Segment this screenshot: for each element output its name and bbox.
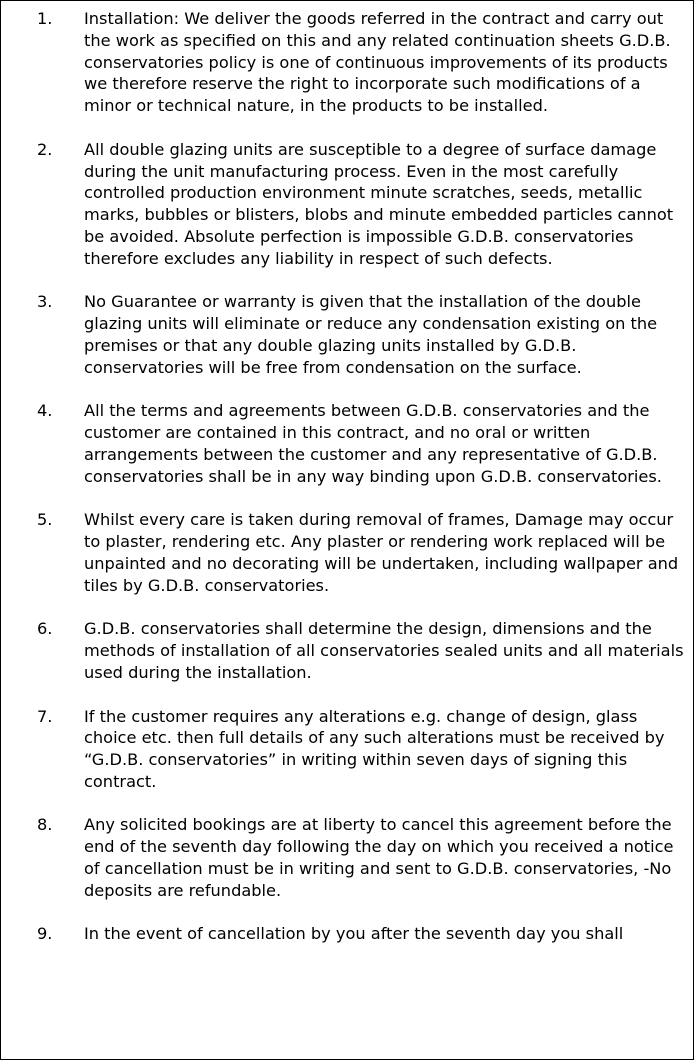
terms-list [0, 8, 696, 967]
clause-text: All double glazing units are susceptible to a degree of surface damage during the unit manufacturing process. Even in the most carefully controlled production environment minute scratches, seeds, metallic marks, bubbles or blisters, blobs and minute embedded particles cannot be avoided. Absolute perfection is impossible G.D.B. conservatories therefore excludes any liability in respect of such defects. [84, 139, 674, 268]
clause-number: 4. [37, 401, 53, 421]
clause-number: 5. [37, 510, 53, 530]
clause-text: If the customer requires any alterations e.g. change of design, glass choice etc. then full details of any such alterations must be received by “G.D.B. conservatories” in writing within seven days of signing this contract. [84, 706, 665, 791]
clause-text: In the event of cancellation by you after the seventh day you shall [84, 924, 624, 944]
clause-number: 2. [37, 139, 53, 159]
clause-9 [0, 923, 696, 945]
clause-7 [0, 706, 696, 793]
clause-text: Whilst every care is taken during removal of frames, Damage may occur to plaster, rendering etc. Any plaster or rendering work replaced will be unpainted and no decorating will be undertaken, including wallpaper and tiles by G.D.B. conservatories. [84, 510, 679, 595]
clause-text: Any solicited bookings are at liberty to cancel this agreement before the end of the seventh day following the day on which you received a notice of cancellation must be in writing and sent to G.D.B. conservatories, -No deposits are refundable. [84, 815, 674, 900]
clause-text: All the terms and agreements between G.D.B. conservatories and the customer are contained in this contract, and no oral or written arrangements between the customer and any representative of G.D.B. conservatories shall be in any way binding upon G.D.B. conservatories. [84, 401, 662, 486]
clause-2 [0, 139, 696, 270]
clause-number: 1. [37, 9, 53, 28]
clause-number: 3. [37, 292, 53, 312]
clause-number: 8. [37, 815, 53, 835]
clause-text: G.D.B. conservatories shall determine the design, dimensions and the methods of installation of all conservatories sealed units and all materials used during the installation. [84, 619, 684, 682]
clause-3 [0, 291, 696, 378]
clause-text: Installation: We deliver the goods referred in the contract and carry out the work as specified on this and any related continuation sheets G.D.B. conservatories policy is one of continuous improvements of its products we therefore reserve the right to incorporate such modifications of a minor or technical nature, in the products to be installed. [84, 9, 671, 116]
clause-text: No Guarantee or warranty is given that the installation of the double glazing units will eliminate or reduce any condensation existing on the premises or that any double glazing units installed by G.D.B. conservatories will be free from condensation on the surface. [84, 292, 658, 377]
clause-number: 7. [37, 706, 53, 726]
clause-1 [0, 8, 696, 117]
clause-number: 6. [37, 619, 53, 639]
clause-8 [0, 814, 696, 901]
clause-4 [0, 400, 696, 487]
clause-5 [0, 509, 696, 596]
clause-6 [0, 618, 696, 683]
clause-number: 9. [37, 924, 53, 944]
